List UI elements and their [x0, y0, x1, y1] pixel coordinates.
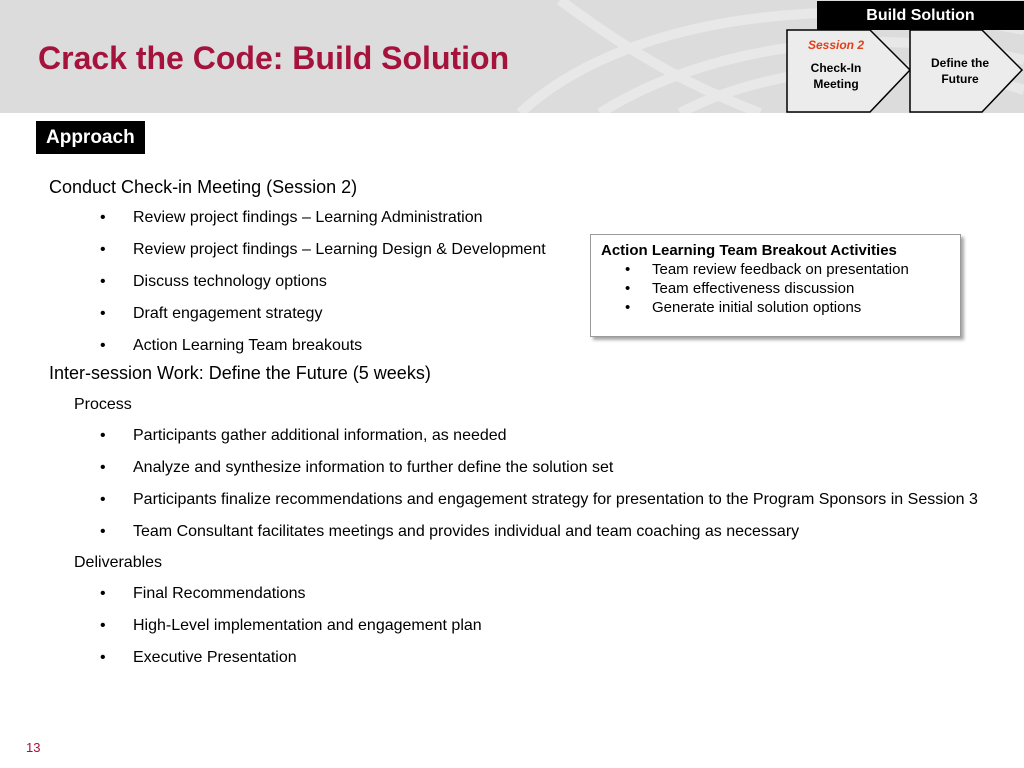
flow-step-checkin-label — [797, 60, 875, 92]
deliverables-list — [49, 584, 979, 668]
list-item: • Analyze and synthesize information to further define the solution set — [49, 458, 979, 478]
list-item: • High-Level implementation and engagement plan — [49, 616, 979, 636]
approach-tag: Approach — [36, 121, 145, 154]
page-title: Crack the Code: Build Solution — [38, 40, 510, 76]
list-item: • Participants finalize recommendations and engagement strategy for presentation to the Program Sponsors in Session 3 — [49, 490, 979, 510]
session-label: Session 2 — [807, 38, 865, 52]
flow-step-define-line2: Future — [941, 72, 979, 86]
list-item: • Final Recommendations — [49, 584, 979, 604]
process-list — [49, 426, 979, 542]
intersession-heading: Inter-session Work: Define the Future (5 weeks) — [49, 363, 431, 383]
page-number: 13 — [26, 740, 41, 755]
callout-title: Action Learning Team Breakout Activities — [601, 242, 897, 259]
flow-step-define-line1: Define the — [930, 56, 989, 70]
process-label: Process — [74, 396, 132, 413]
list-item: • Team review feedback on presentation — [601, 260, 950, 279]
flow-step-checkin-line2: Meeting — [813, 77, 859, 91]
list-item: • Participants gather additional information, as needed — [49, 426, 979, 446]
list-item: • Team Consultant facilitates meetings and provides individual and team coaching as necessary — [49, 522, 979, 542]
list-item: • Discuss technology options — [49, 272, 979, 292]
checkin-heading: Conduct Check-in Meeting (Session 2) — [49, 177, 358, 197]
list-item: • Generate initial solution options — [601, 298, 950, 317]
deliverables-label: Deliverables — [74, 554, 163, 571]
callout-list — [601, 260, 950, 317]
phase-tab: Build Solution — [817, 1, 1024, 30]
list-item: • Review project findings – Learning Design & Development — [49, 240, 979, 260]
list-item: • Executive Presentation — [49, 648, 979, 668]
list-item: • Team effectiveness discussion — [601, 279, 950, 298]
list-item: • Draft engagement strategy — [49, 304, 979, 324]
list-item: • Action Learning Team breakouts — [49, 336, 979, 356]
flow-step-define-label — [918, 55, 1002, 87]
list-item: • Review project findings – Learning Administration — [49, 208, 979, 228]
flow-step-checkin-line1: Check-In — [810, 61, 862, 75]
breakout-activities-callout — [590, 234, 961, 337]
